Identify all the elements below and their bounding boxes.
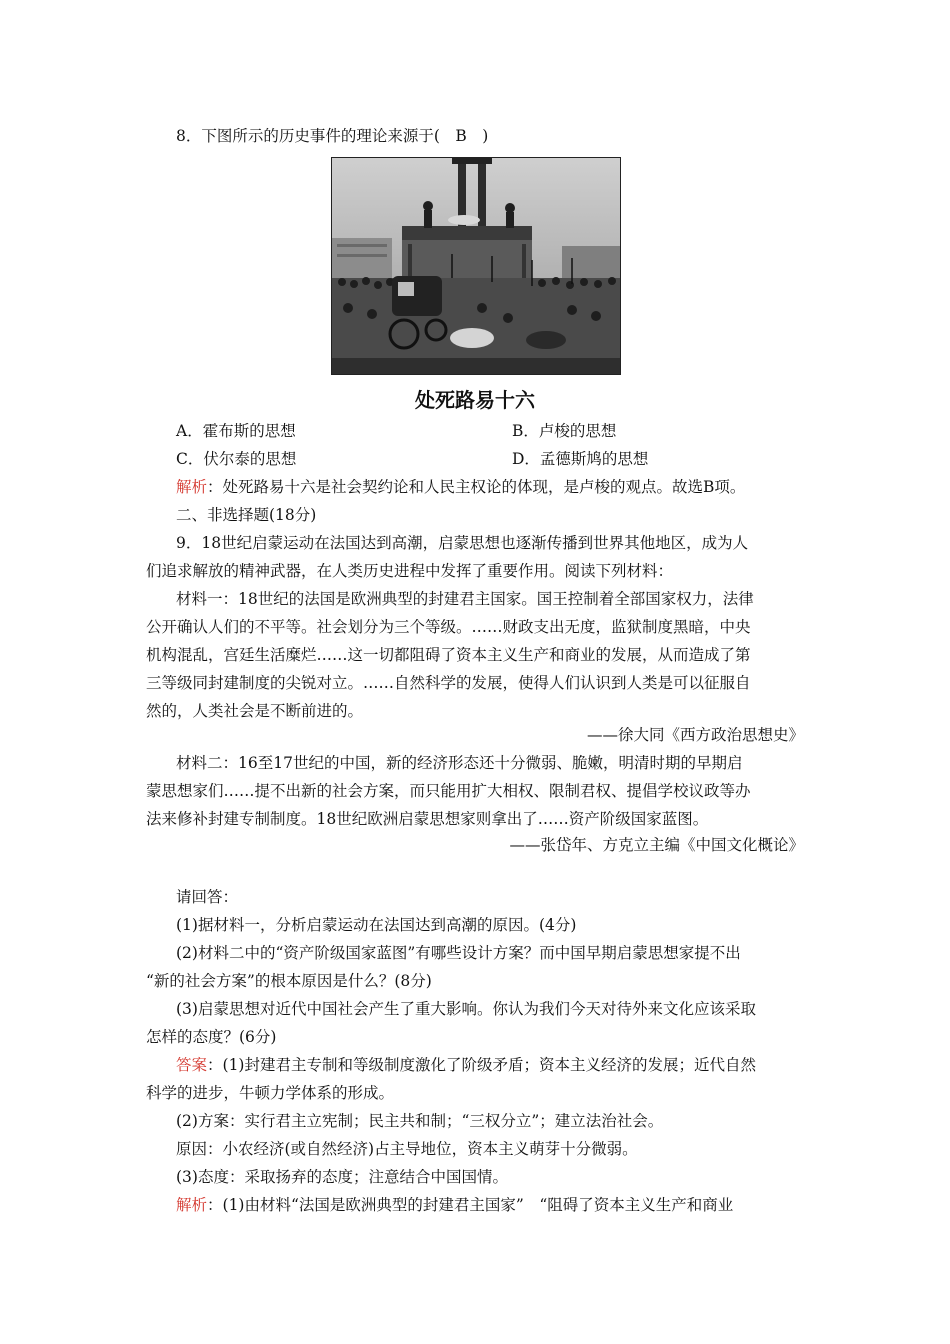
answer-line-5: (3)态度：采取扬弃的态度；注意结合中国国情。 <box>176 1168 508 1186</box>
analysis-text: ：处死路易十六是社会契约论和人民主权论的体现，是卢梭的观点。故选B项。 <box>207 478 746 496</box>
q9-analysis-text: ：(1)由材料“法国是欧洲典型的封建君主国家” “阻碍了资本主义生产和商业 <box>207 1196 734 1214</box>
material-2-line-2: 蒙思想家们……提不出新的社会方案，而只能用扩大相权、限制君权、提倡学校议政等办 <box>146 782 751 800</box>
sub-question-3-line-2: 怎样的态度？(6分) <box>146 1028 277 1046</box>
ask-prompt: 请回答： <box>176 888 239 906</box>
option-a: A．霍布斯的思想 <box>176 422 296 440</box>
answer-line-1 <box>176 1055 756 1075</box>
option-b: B．卢梭的思想 <box>512 422 617 440</box>
q9-analysis-label: 解析 <box>176 1196 208 1214</box>
option-c: C．伏尔泰的思想 <box>176 450 297 468</box>
material-2-source: ——张岱年、方克立主编《中国文化概论》 <box>509 836 804 854</box>
figure-caption: 处死路易十六 <box>415 388 535 412</box>
engraving-image <box>332 158 620 374</box>
material-1-line-2: 公开确认人们的不平等。社会划分为三个等级。……财政支出无度，监狱制度黑暗，中央 <box>146 618 751 636</box>
material-2-line-3: 法来修补封建专制制度。18世纪欧洲启蒙思想家则拿出了……资产阶级国家蓝图。 <box>146 810 709 828</box>
question-8-stem: 8．下图所示的历史事件的理论来源于( B ) <box>176 127 489 145</box>
answer-text-1: ：(1)封建君主专制和等级制度激化了阶级矛盾；资本主义经济的发展；近代自然 <box>207 1056 756 1074</box>
answer-line-4: 原因：小农经济(或自然经济)占主导地位，资本主义萌芽十分微弱。 <box>176 1140 638 1158</box>
material-2-line-1: 材料二：16至17世纪的中国，新的经济形态还十分微弱、脆嫩，明清时期的早期启 <box>176 754 743 772</box>
q9-intro-line-1: 9．18世纪启蒙运动在法国达到高潮，启蒙思想也逐渐传播到世界其他地区，成为人 <box>176 534 749 552</box>
analysis-label: 解析 <box>176 478 208 496</box>
answer-line-3: (2)方案：实行君主立宪制；民主共和制；“三权分立”；建立法治社会。 <box>176 1112 664 1130</box>
answer-line-2: 科学的进步，牛顿力学体系的形成。 <box>146 1084 395 1102</box>
execution-illustration <box>331 157 621 375</box>
answer-label: 答案 <box>176 1056 208 1074</box>
option-d: D．孟德斯鸠的思想 <box>512 450 649 468</box>
material-1-line-3: 机构混乱，宫廷生活糜烂……这一切都阻碍了资本主义生产和商业的发展，从而造成了第 <box>146 646 751 664</box>
sub-question-2-line-1: (2)材料二中的“资产阶级国家蓝图”有哪些设计方案？而中国早期启蒙思想家提不出 <box>176 944 741 962</box>
material-1-line-5: 然的，人类社会是不断前进的。 <box>146 702 364 720</box>
sub-question-3-line-1: (3)启蒙思想对近代中国社会产生了重大影响。你认为我们今天对待外来文化应该采取 <box>176 1000 756 1018</box>
q8-analysis <box>176 477 745 497</box>
material-1-line-4: 三等级同封建制度的尖锐对立。……自然科学的发展，使得人们认识到人类是可以征服自 <box>146 674 751 692</box>
q9-intro-line-2: 们追求解放的精神武器，在人类历史进程中发挥了重要作用。阅读下列材料： <box>146 562 674 580</box>
sub-question-2-line-2: “新的社会方案”的根本原因是什么？(8分) <box>146 972 432 990</box>
q9-analysis-line-1 <box>176 1195 733 1215</box>
material-1-source: ——徐大同《西方政治思想史》 <box>586 726 804 744</box>
material-1-line-1: 材料一：18世纪的法国是欧洲典型的封建君主国家。国王控制着全部国家权力，法律 <box>176 590 754 608</box>
sub-question-1: (1)据材料一，分析启蒙运动在法国达到高潮的原因。(4分) <box>176 916 577 934</box>
section-heading: 二、非选择题(18分) <box>176 506 317 524</box>
